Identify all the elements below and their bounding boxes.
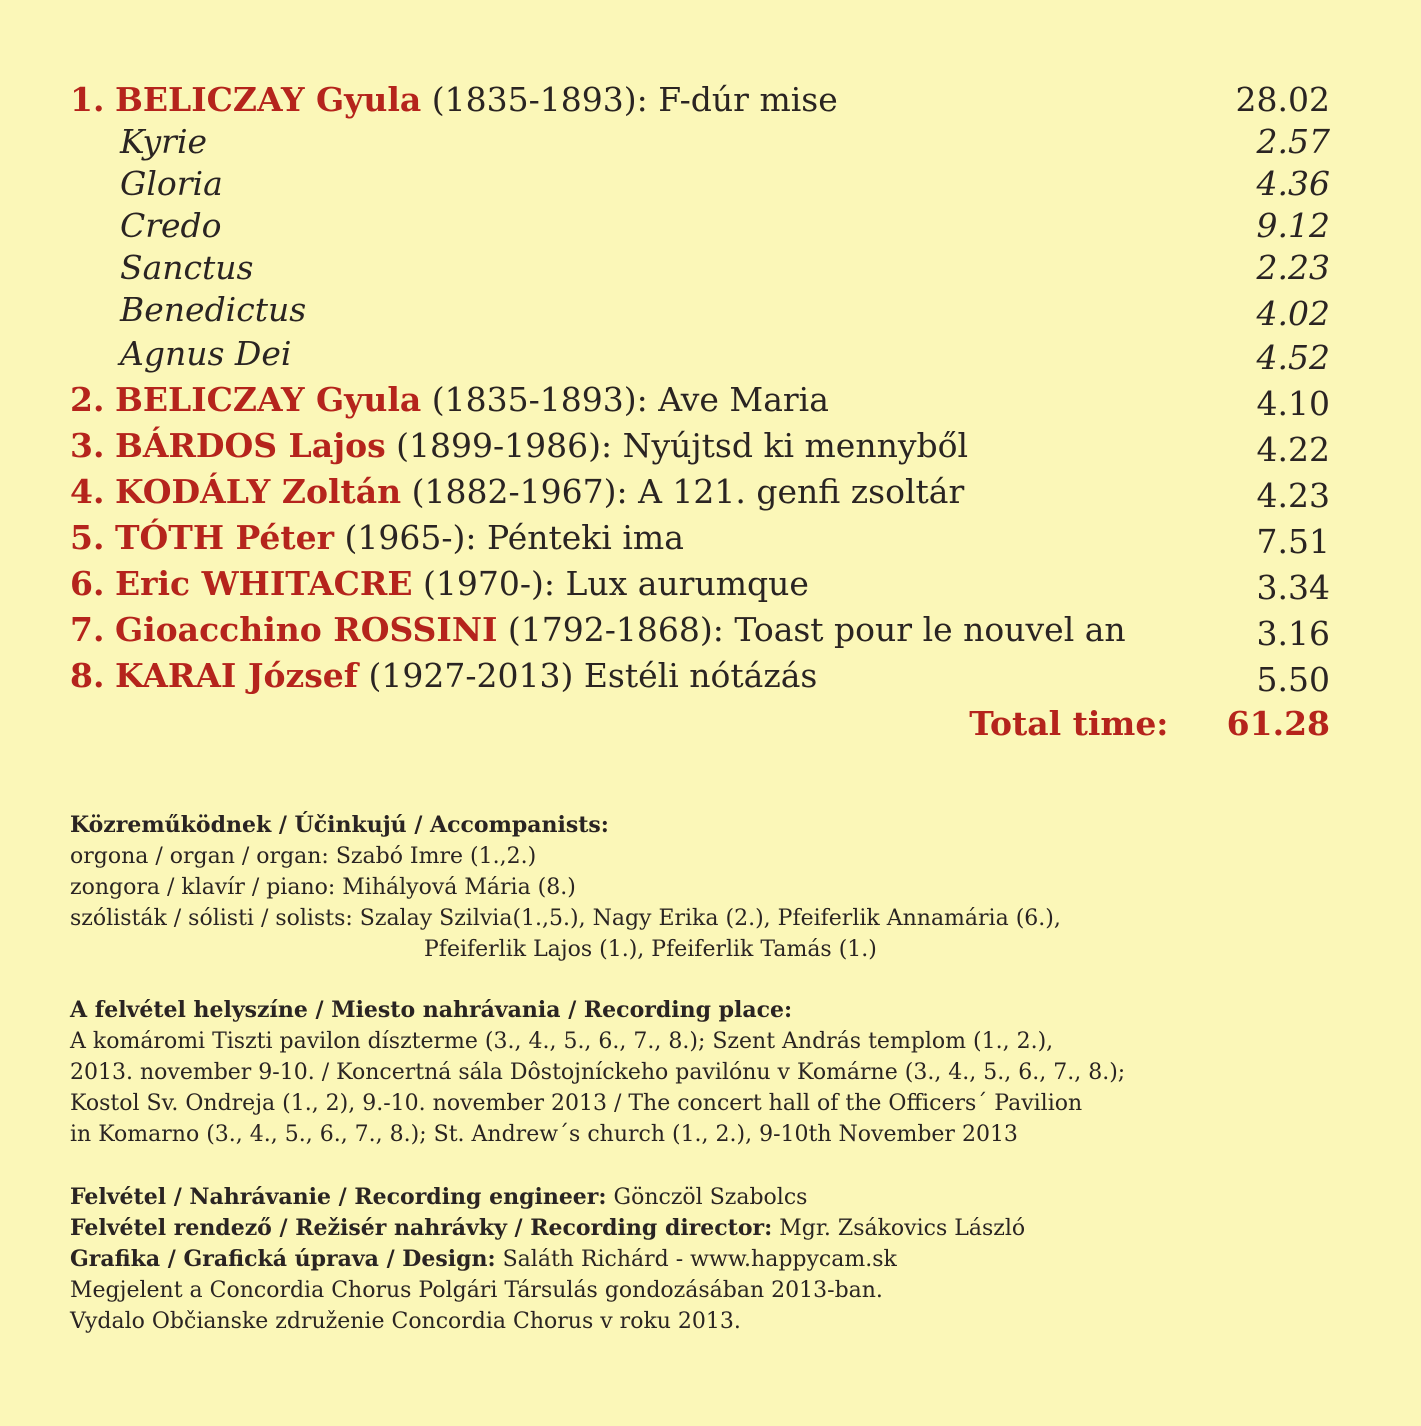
track-composer: BELICZAY Gyula: [114, 380, 422, 419]
track-title: (1970-): Lux aurumque: [412, 564, 809, 603]
recording-director-label: Felvétel rendező / Režisér nahrávky / Recording director:: [70, 1215, 773, 1241]
track-number: 3.: [70, 426, 105, 465]
accompanist-line: szólisták / sólisti / solists: Szalay Szilvia(1.,5.), Nagy Erika (2.), Pfeiferlik Annamária (6.),: [70, 906, 1061, 931]
design-label: Grafika / Grafická úprava / Design:: [70, 1246, 496, 1272]
track-row: [70, 656, 1330, 698]
movement-row: [120, 334, 1330, 377]
recording-place-line: in Komarno (3., 4., 5., 6., 7., 8.); St. Andrew´s church (1., 2.), 9-10th November 2013: [70, 1122, 1018, 1147]
track-composer: KODÁLY Zoltán: [114, 472, 402, 511]
movement-duration: 2.23: [1256, 248, 1330, 287]
accompanist-line: zongora / klavír / piano: Mihályová Mária (8.): [70, 875, 576, 900]
movement-duration: 9.12: [1256, 206, 1330, 245]
track-composer: Gioacchino ROSSINI: [114, 610, 498, 649]
track-number: 1.: [70, 80, 105, 119]
movement-row: [120, 164, 1330, 204]
design-name: Saláth Richárd - www.happycam.sk: [495, 1247, 897, 1272]
recording-engineer-name: Gönczöl Szabolcs: [606, 1185, 808, 1210]
recording-place-line: A komáromi Tiszti pavilon díszterme (3., 4., 5., 6., 7., 8.); Szent András templom (1., 2.),: [70, 1029, 1054, 1054]
track-title: (1792-1868): Toast pour le nouvel an: [497, 610, 1126, 649]
track-number: 5.: [70, 518, 105, 557]
track-composer: BELICZAY Gyula: [114, 80, 422, 119]
track-composer: KARAI József: [114, 656, 358, 695]
movement-row: [120, 122, 1330, 162]
track-row: [70, 518, 1330, 560]
movement-row: [120, 206, 1330, 246]
track-number: 8.: [70, 656, 105, 695]
track-number: 7.: [70, 610, 105, 649]
movement-title: Agnus Dei: [120, 334, 292, 373]
production-section: [70, 1182, 1270, 1337]
track-duration: 4.23: [1256, 476, 1330, 515]
track-row: [70, 610, 1330, 652]
publisher-line-hu: Megjelent a Concordia Chorus Polgári Társulás gondozásában 2013-ban.: [70, 1278, 883, 1303]
recording-place-section: [70, 995, 1270, 1150]
accompanist-line: Pfeiferlik Lajos (1.), Pfeiferlik Tamás (1.): [424, 937, 877, 962]
accompanists-section: [70, 810, 1270, 965]
movement-row: [120, 248, 1330, 288]
track-number: 6.: [70, 564, 105, 603]
track-title: (1835-1893): F-dúr mise: [421, 80, 838, 119]
track-title: (1965-): Pénteki ima: [334, 518, 684, 557]
movement-title: Credo: [120, 206, 222, 245]
recording-place-heading: A felvétel helyszíne / Miesto nahrávania / Recording place:: [70, 997, 793, 1023]
movement-title: Kyrie: [120, 122, 208, 161]
total-time-value: 61.28: [1226, 704, 1330, 743]
track-title: (1882-1967): A 121. genfi zsoltár: [401, 472, 965, 511]
movement-row: [120, 290, 1330, 333]
track-row: [70, 426, 1330, 468]
track-composer: BÁRDOS Lajos: [114, 426, 386, 465]
movement-title: Sanctus: [120, 248, 254, 287]
track-row: [70, 80, 1330, 122]
movement-duration: 2.57: [1256, 122, 1330, 161]
track-duration: 28.02: [1235, 80, 1330, 119]
total-time: [900, 704, 1330, 743]
track-number: 2.: [70, 380, 105, 419]
track-row: [70, 380, 1330, 422]
recording-engineer-line: [70, 1182, 1270, 1213]
total-time-label: Total time:: [969, 704, 1169, 743]
track-duration: 4.10: [1256, 384, 1330, 423]
track-row: [70, 564, 1330, 606]
track-title: (1899-1986): Nyújtsd ki mennyből: [385, 426, 969, 465]
recording-director-name: Mgr. Zsákovics László: [772, 1216, 1026, 1241]
publisher-line-sk: Vydalo Občianske združenie Concordia Chorus v roku 2013.: [70, 1309, 741, 1334]
movement-duration: 4.36: [1256, 164, 1330, 203]
track-title: (1927-2013) Estéli nótázás: [358, 656, 818, 695]
track-row: [70, 472, 1330, 514]
recording-engineer-label: Felvétel / Nahrávanie / Recording engineer:: [70, 1184, 607, 1210]
track-duration: 5.50: [1256, 660, 1330, 699]
track-duration: 4.22: [1256, 430, 1330, 469]
recording-director-line: [70, 1213, 1270, 1244]
track-composer: TÓTH Péter: [114, 518, 335, 557]
movement-title: Gloria: [120, 164, 223, 203]
track-duration: 3.16: [1256, 614, 1330, 653]
accompanist-line: orgona / organ / organ: Szabó Imre (1.,2.): [70, 844, 537, 869]
track-composer: Eric WHITACRE: [114, 564, 413, 603]
track-duration: 7.51: [1256, 522, 1330, 561]
track-title: (1835-1893): Ave Maria: [421, 380, 829, 419]
track-duration: 3.34: [1256, 568, 1330, 607]
movement-duration: 4.02: [1256, 294, 1330, 333]
design-line: [70, 1244, 1270, 1275]
recording-place-line: Kostol Sv. Ondreja (1., 2), 9.-10. november 2013 / The concert hall of the Officers´ Pavilion: [70, 1091, 1083, 1116]
recording-place-line: 2013. november 9-10. / Koncertná sála Dôstojníckeho pavilónu v Komárne (3., 4., 5., 6., 7., 8.);: [70, 1060, 1126, 1085]
movement-duration: 4.52: [1256, 338, 1330, 377]
movement-title: Benedictus: [120, 290, 307, 329]
accompanists-heading: Közreműködnek / Účinkujú / Accompanists:: [70, 812, 609, 838]
track-number: 4.: [70, 472, 105, 511]
